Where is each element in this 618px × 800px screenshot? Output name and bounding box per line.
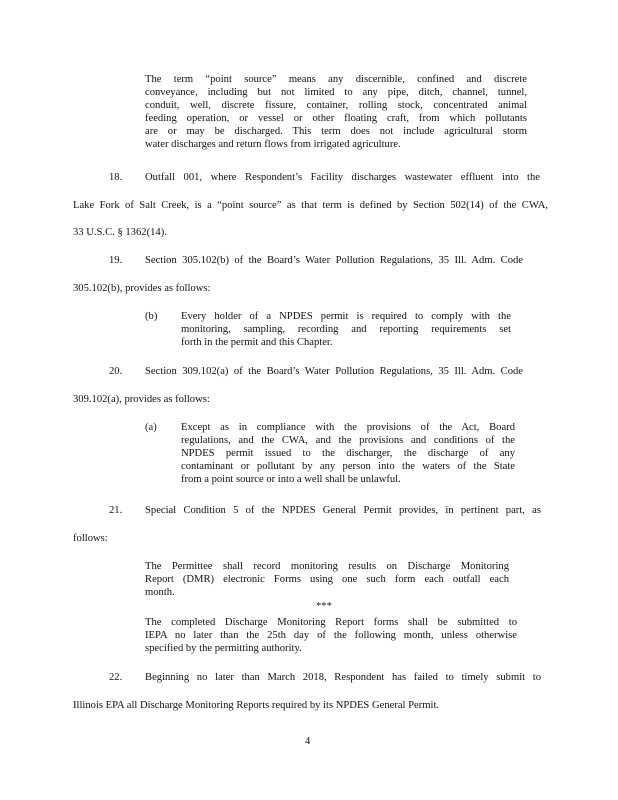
quote-line: The Permittee shall record monitoring results on Discharge Monitoring [145,561,509,572]
paragraph-line: 309.102(a), provides as follows: [73,394,210,405]
quote-line: specified by the permitting authority. [145,643,302,654]
quote-line: feeding operation, or vessel or other floating craft, from which pollutants [145,113,527,124]
paragraph-line: Lake Fork of Salt Creek, is a “point source” as that term is defined by Section 502(14) of the CWA, [73,200,548,211]
quote-line: The term “point source” means any discernible, confined and discrete [145,74,527,85]
quote-line: are or may be discharged. This term does not include agricultural storm [145,126,527,137]
permit-quote-record [145,560,509,599]
permit-quote-submit [145,616,517,655]
quote-label: (a) [145,422,157,433]
paragraph-line: follows: [73,533,108,544]
regulation-quote-b [181,310,511,349]
quote-line: Every holder of a NPDES permit is required to comply with the [181,311,511,322]
quote-line: conduit, well, discrete fissure, container, rolling stock, concentrated animal [145,100,527,111]
point-source-definition-quote [145,73,527,151]
paragraph-line: Section 305.102(b) of the Board’s Water Pollution Regulations, 35 Ill. Adm. Code [145,255,523,266]
paragraph-line: 33 U.S.C. § 1362(14). [73,227,167,238]
quote-line: from a point source or into a well shall be unlawful. [181,474,401,485]
paragraph-line: Beginning no later than March 2018, Respondent has failed to timely submit to [145,672,541,683]
quote-label: (b) [145,311,158,322]
quote-line: conveyance, including but not limited to any pipe, ditch, channel, tunnel, [145,87,527,98]
paragraph-line: Outfall 001, where Respondent’s Facility discharges wastewater effluent into the [145,172,540,183]
quote-line: Report (DMR) electronic Forms using one such form each outfall each [145,574,509,585]
quote-line: regulations, and the CWA, and the provisions and conditions of the [181,435,515,446]
paragraph-line: Special Condition 5 of the NPDES General Permit provides, in pertinent part, as [145,505,541,516]
regulation-quote-a [181,421,515,486]
quote-line: The completed Discharge Monitoring Report forms shall be submitted to [145,617,517,628]
paragraph-line: 305.102(b), provides as follows: [73,283,211,294]
paragraph-number: 22. [109,672,123,683]
paragraph-number: 20. [109,366,123,377]
quote-line: contaminant or pollutant by any person into the waters of the State [181,461,515,472]
omission-separator: *** [316,601,332,612]
quote-line: forth in the permit and this Chapter. [181,337,333,348]
quote-line: NPDES permit issued to the discharger, the discharge of any [181,448,515,459]
quote-line: monitoring, sampling, recording and reporting requirements set [181,324,511,335]
quote-line: month. [145,587,175,598]
page-number: 4 [305,736,311,747]
paragraph-number: 21. [109,505,123,516]
quote-line: IEPA no later than the 25th day of the following month, unless otherwise [145,630,517,641]
quote-line: water discharges and return flows from irrigated agriculture. [145,139,401,150]
paragraph-number: 18. [109,172,123,183]
paragraph-line: Section 309.102(a) of the Board’s Water Pollution Regulations, 35 Ill. Adm. Code [145,366,523,377]
paragraph-number: 19. [109,255,123,266]
paragraph-line: Illinois EPA all Discharge Monitoring Reports required by its NPDES General Permit. [73,700,440,711]
quote-line: Except as in compliance with the provisions of the Act, Board [181,422,515,433]
